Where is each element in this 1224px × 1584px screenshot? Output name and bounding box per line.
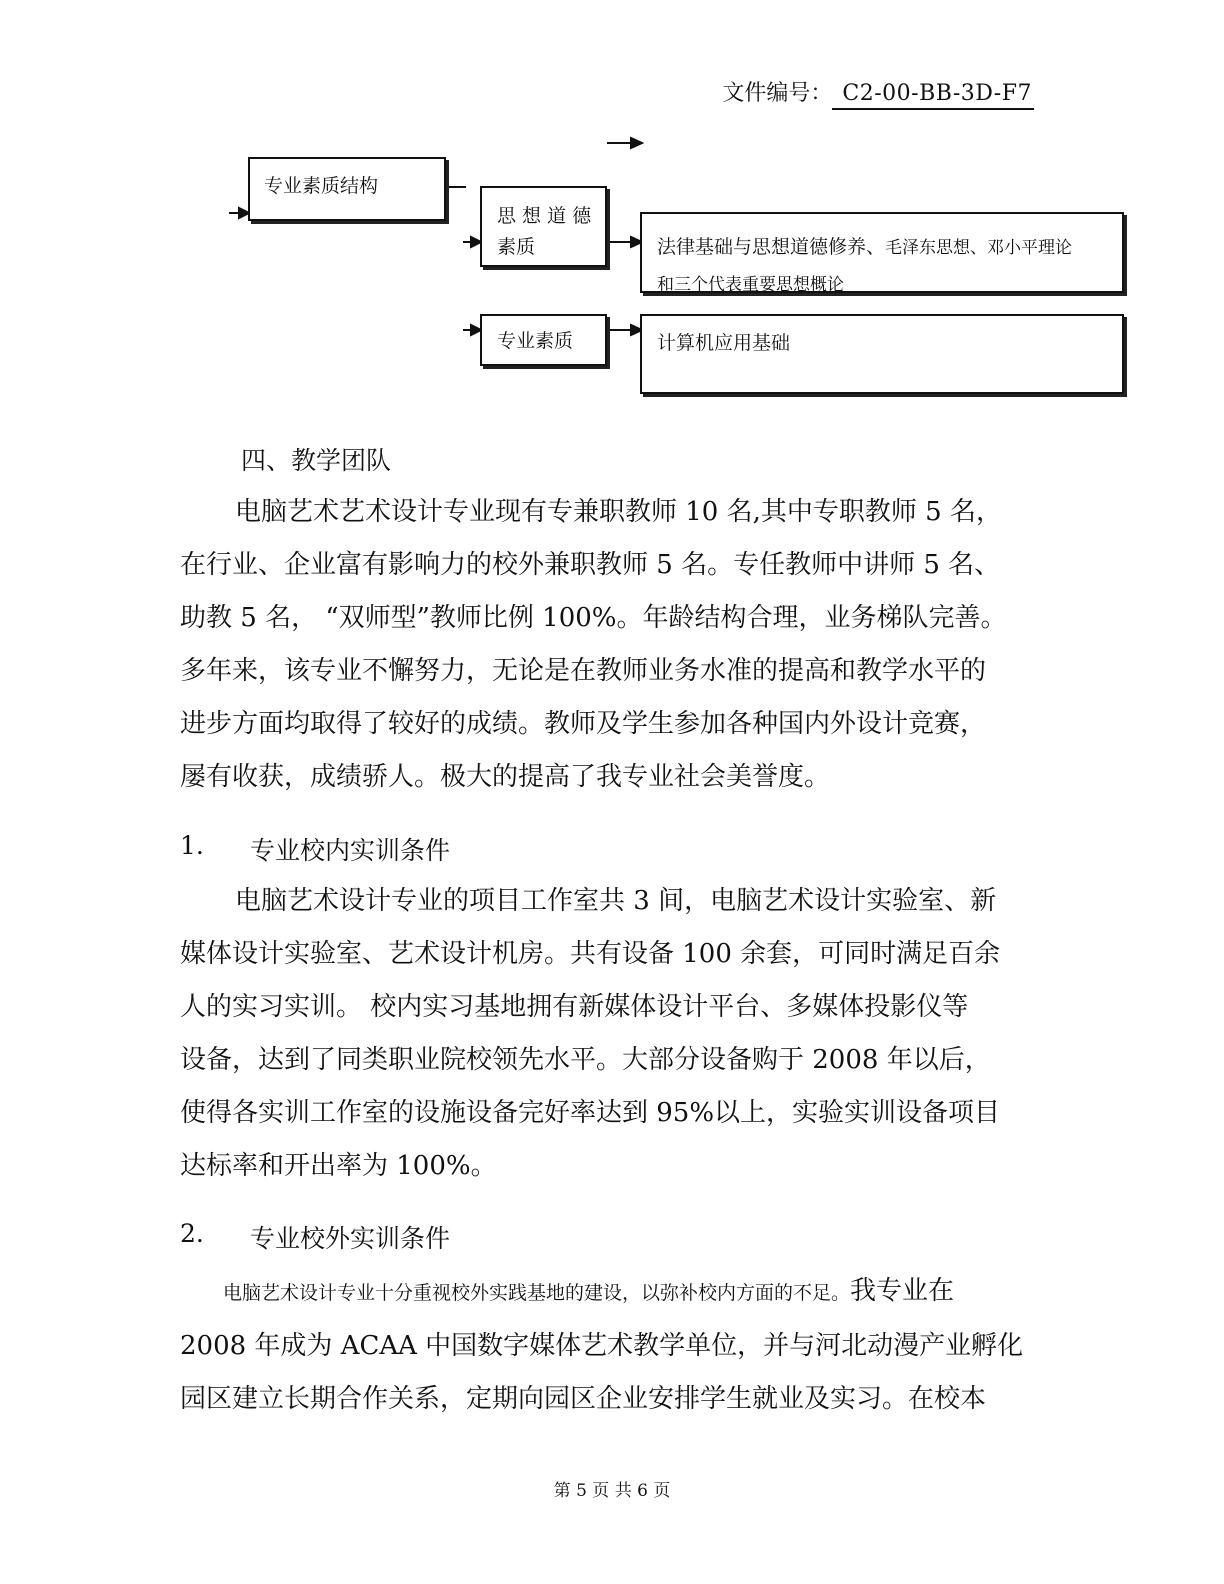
- branch1-leaf-line1-b: 毛泽东思想、邓小平理论: [885, 238, 1073, 258]
- item2-title: 专业校外实训条件: [250, 1224, 451, 1253]
- external-first-line: [180, 1265, 1042, 1320]
- internal-line: 达标率和开出率为 100%。: [180, 1151, 497, 1181]
- root-box: [248, 157, 446, 221]
- internal-line: 媒体设计实验室、艺术设计机房。共有设备 100 余套，可同时满足百余: [180, 939, 1001, 969]
- team-paragraph: [180, 486, 1042, 804]
- section-heading: 四、教学团队: [241, 446, 392, 475]
- team-line: 助教 5 名， “双师型”教师比例 100%。年龄结构合理，业务梯队完善。: [180, 603, 1007, 633]
- file-number-value: C2-00-BB-3D-F7: [832, 81, 1034, 110]
- branch1-leaf-line1-a: 法律基础与思想道德修养、: [657, 236, 886, 258]
- branch1-leaf-line2: 和三个代表重要思想概论: [657, 275, 844, 295]
- team-line: 多年来，该专业不懈努力，无论是在教师业务水准的提高和教学水平的: [180, 656, 987, 686]
- item2-number: 2.: [180, 1219, 204, 1248]
- item1-number: 1.: [180, 831, 204, 860]
- branch1-label-line2: 素质: [497, 236, 536, 258]
- internal-line: 设备，达到了同类职业院校领先水平。大部分设备购于 2008 年以后，: [180, 1045, 991, 1075]
- file-number-label: 文件编号：: [722, 81, 833, 106]
- team-line: 电脑艺术艺术设计专业现有专兼职教师 10 名,其中专职教师 5 名，: [235, 497, 1002, 527]
- external-paragraph: [180, 1265, 1042, 1426]
- external-line: 园区建立长期合作关系，定期向园区企业安排学生就业及实习。在校本: [180, 1384, 987, 1414]
- branch2-label: 专业素质: [497, 330, 574, 352]
- branch1-leaf-line1: [642, 214, 1122, 264]
- team-line: 在行业、企业富有影响力的校外兼职教师 5 名。专任教师中讲师 5 名、: [180, 550, 1001, 580]
- root-label: 专业素质结构: [264, 175, 379, 197]
- external-first-large: 我专业在: [850, 1276, 955, 1306]
- stray-arrow-head: [631, 138, 642, 148]
- branch1-box: [480, 186, 607, 267]
- branch2-leaf-box: [640, 314, 1124, 394]
- item1-title: 专业校内实训条件: [250, 836, 451, 865]
- internal-line: 电脑艺术设计专业的项目工作室共 3 间，电脑艺术设计实验室、新: [235, 886, 997, 916]
- team-line: 进步方面均取得了较好的成绩。教师及学生参加各种国内外设计竞赛，: [180, 709, 987, 739]
- internal-paragraph: [180, 875, 1042, 1193]
- branch2-box: [480, 314, 607, 366]
- external-line: 2008 年成为 ACAA 中国数字媒体艺术教学单位，并与河北动漫产业孵化: [180, 1331, 1024, 1361]
- internal-line: 使得各实训工作室的设施设备完好率达到 95%以上，实验实训设备项目: [180, 1098, 1001, 1128]
- internal-line: 人的实习实训。 校内实习基地拥有新媒体设计平台、多媒体投影仪等: [180, 992, 969, 1022]
- branch1-leaf-box: [640, 212, 1124, 293]
- branch1-label-line1: 思 想 道 德: [497, 205, 592, 227]
- branch2-leaf: 计算机应用基础: [657, 332, 791, 354]
- team-line: 屡有收获，成绩骄人。极大的提高了我专业社会美誉度。: [180, 762, 831, 792]
- page-number: 第 5 页 共 6 页: [553, 1481, 671, 1501]
- external-first-small: 电脑艺术设计专业十分重视校外实践基地的建设，以弥补校内方面的不足。: [223, 1282, 851, 1304]
